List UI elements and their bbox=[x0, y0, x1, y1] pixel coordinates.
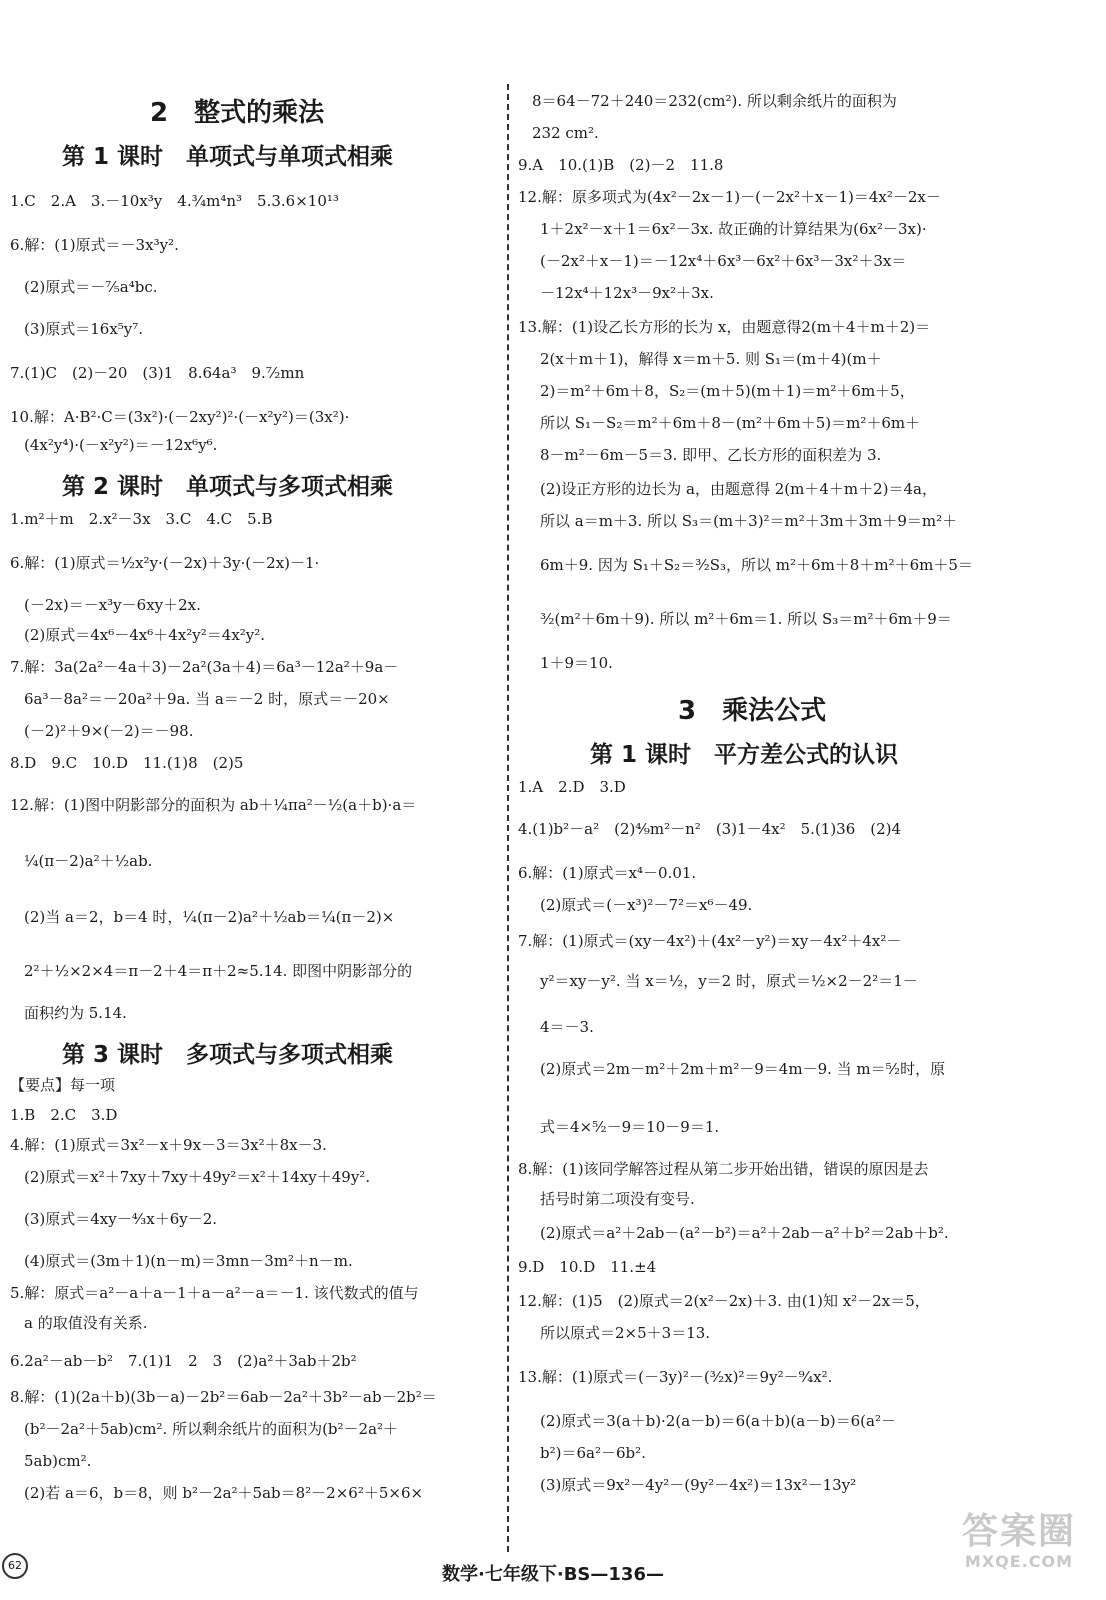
answer-line: 8＝64－72＋240＝232(cm²). 所以剩余纸片的面积为 bbox=[532, 92, 897, 110]
answer-line: 12.解：原多项式为(4x²－2x－1)－(－2x²＋x－1)＝4x²－2x－ bbox=[518, 188, 941, 206]
answer-line: 所以 a＝m＋3. 所以 S₃＝(m＋3)²＝m²＋3m＋3m＋9＝m²＋ bbox=[540, 512, 958, 530]
answer-line: 1＋2x²－x＋1＝6x²－3x. 故正确的计算结果为(6x²－3x)· bbox=[540, 220, 927, 238]
answer-line: 9.D 10.D 11.±4 bbox=[518, 1258, 657, 1276]
answer-line: 8.解：(1)(2a＋b)(3b－a)－2b²＝6ab－2a²＋3b²－ab－2b²＝ bbox=[10, 1388, 437, 1406]
answer-line: a 的取值没有关系. bbox=[24, 1314, 148, 1332]
answer-line: (2)当 a＝2，b＝4 时，¼(π－2)a²＋½ab＝¼(π－2)× bbox=[24, 908, 395, 926]
lesson2-heading: 第 2 课时 单项式与多项式相乘 bbox=[62, 474, 394, 500]
answer-line: 9.A 10.(1)B (2)－2 11.8 bbox=[518, 156, 724, 174]
answer-line: 【要点】每一项 bbox=[10, 1076, 116, 1094]
answer-line: 2)＝m²＋6m＋8，S₂＝(m＋5)(m＋1)＝m²＋6m＋5， bbox=[540, 382, 915, 400]
answer-line: 6.解：(1)原式＝x⁴－0.01. bbox=[518, 864, 697, 882]
answer-line: 4.(1)b²－a² (2)⁴⁄₉m²－n² (3)1－4x² 5.(1)36 (2)4 bbox=[518, 820, 902, 838]
answer-line: y²＝xy－y². 当 x＝½，y＝2 时，原式＝½×2－2²＝1－ bbox=[540, 972, 918, 990]
answer-line: (4x²y⁴)·(－x²y²)＝－12x⁶y⁶. bbox=[24, 436, 218, 454]
answer-line: 8.解：(1)该同学解答过程从第二步开始出错，错误的原因是去 bbox=[518, 1160, 929, 1178]
answer-line: 式＝4×⁵⁄₂－9＝10－9＝1. bbox=[540, 1118, 720, 1136]
answer-line: 2²＋½×2×4＝π－2＋4＝π＋2≈5.14. 即图中阴影部分的 bbox=[24, 962, 413, 980]
answer-line: 7.(1)C (2)－20 (3)1 8.64a³ 9.⁷⁄₂mn bbox=[10, 364, 305, 382]
answer-line: (3)原式＝16x⁵y⁷. bbox=[24, 320, 144, 338]
answer-line: (3)原式＝4xy－⁴⁄₃x＋6y－2. bbox=[24, 1210, 218, 1228]
answer-line: 1＋9＝10. bbox=[540, 654, 613, 672]
answer-line: 232 cm². bbox=[532, 124, 599, 142]
column-divider bbox=[507, 84, 509, 1552]
answer-line: 5.解：原式＝a²－a＋a－1＋a－a²－a＝－1. 该代数式的值与 bbox=[10, 1284, 419, 1302]
answer-line: 4＝－3. bbox=[540, 1018, 594, 1036]
answer-line: 所以原式＝2×5＋3＝13. bbox=[540, 1324, 711, 1342]
answer-line: 6.2a²－ab－b² 7.(1)1 2 3 (2)a²＋3ab＋2b² bbox=[10, 1352, 357, 1370]
watermark-url: MXQE.COM bbox=[964, 1552, 1074, 1571]
lesson3-heading: 第 3 课时 多项式与多项式相乘 bbox=[62, 1042, 394, 1068]
section-heading-3: 3 乘法公式 bbox=[678, 696, 827, 726]
answer-line: 面积约为 5.14. bbox=[24, 1004, 127, 1022]
answer-line: 8－m²－6m－5＝3. 即甲、乙长方形的面积差为 3. bbox=[540, 446, 882, 464]
answer-line: 7.解：3a(2a²－4a＋3)－2a²(3a＋4)＝6a³－12a²＋9a－ bbox=[10, 658, 399, 676]
answer-line: 1.m²＋m 2.x²－3x 3.C 4.C 5.B bbox=[10, 510, 273, 528]
answer-line: 1.B 2.C 3.D bbox=[10, 1106, 118, 1124]
watermark-logo bbox=[944, 1512, 1094, 1576]
answer-line: (－2x)＝－x³y－6xy＋2x. bbox=[24, 596, 201, 614]
answer-line: 1.A 2.D 3.D bbox=[518, 778, 626, 796]
answer-line: (2)原式＝－⁷⁄₅a⁴bc. bbox=[24, 278, 158, 296]
answer-line: 13.解：(1)设乙长方形的长为 x，由题意得2(m＋4＋m＋2)＝ bbox=[518, 318, 931, 336]
answer-line: 2(x＋m＋1)，解得 x＝m＋5. 则 S₁＝(m＋4)(m＋ bbox=[540, 350, 882, 368]
answer-line: 13.解：(1)原式＝(－3y)²－(³⁄₂x)²＝9y²－⁹⁄₄x². bbox=[518, 1368, 833, 1386]
answer-line: 12.解：(1)5 (2)原式＝2(x²－2x)＋3. 由(1)知 x²－2x＝5， bbox=[518, 1292, 930, 1310]
answer-line: (b²－2a²＋5ab)cm². 所以剩余纸片的面积为(b²－2a²＋ bbox=[24, 1420, 399, 1438]
page-footer: 数学·七年级下·BS—136— bbox=[442, 1564, 664, 1585]
answer-line: 8.D 9.C 10.D 11.(1)8 (2)5 bbox=[10, 754, 244, 772]
answer-line: (2)设正方形的边长为 a，由题意得 2(m＋4＋m＋2)＝4a， bbox=[540, 480, 937, 498]
answer-line: 10.解：A·B²·C＝(3x²)·(－2xy²)²·(－x²y²)＝(3x²)· bbox=[10, 408, 350, 426]
answer-line: (2)原式＝3(a＋b)·2(a－b)＝6(a＋b)(a－b)＝6(a²－ bbox=[540, 1412, 896, 1430]
answer-line: 4.解：(1)原式＝3x²－x＋9x－3＝3x²＋8x－3. bbox=[10, 1136, 327, 1154]
answer-line: 7.解：(1)原式＝(xy－4x²)＋(4x²－y²)＝xy－4x²＋4x²－ bbox=[518, 932, 902, 950]
answer-line: (－2)²＋9×(－2)＝－98. bbox=[24, 722, 194, 740]
answer-line: 6a³－8a²＝－20a²＋9a. 当 a＝－2 时，原式＝－20× bbox=[24, 690, 390, 708]
answer-line: (2)原式＝a²＋2ab－(a²－b²)＝a²＋2ab－a²＋b²＝2ab＋b². bbox=[540, 1224, 949, 1242]
answer-line: 6m＋9. 因为 S₁＋S₂＝³⁄₂S₃，所以 m²＋6m＋8＋m²＋6m＋5＝ bbox=[540, 556, 973, 574]
answer-line: 所以 S₁－S₂＝m²＋6m＋8－(m²＋6m＋5)＝m²＋6m＋ bbox=[540, 414, 921, 432]
answer-line: b²)＝6a²－6b². bbox=[540, 1444, 646, 1462]
answer-line: 5ab)cm². bbox=[24, 1452, 92, 1470]
answer-line: (2)原式＝2m－m²＋2m＋m²－9＝4m－9. 当 m＝⁵⁄₂时，原 bbox=[540, 1060, 946, 1078]
page-mark: 62 bbox=[2, 1553, 28, 1579]
answer-line: (2)原式＝4x⁶－4x⁶＋4x²y²＝4x²y². bbox=[24, 626, 266, 644]
answer-line: 12.解：(1)图中阴影部分的面积为 ab＋¼πa²－½(a＋b)·a＝ bbox=[10, 796, 417, 814]
answer-line: 6.解：(1)原式＝½x²y·(－2x)＋3y·(－2x)－1· bbox=[10, 554, 320, 572]
answer-line: ³⁄₂(m²＋6m＋9). 所以 m²＋6m＝1. 所以 S₃＝m²＋6m＋9＝ bbox=[540, 610, 952, 628]
answer-line: (2)原式＝x²＋7xy＋7xy＋49y²＝x²＋14xy＋49y². bbox=[24, 1168, 371, 1186]
watermark-text: 答案圈 bbox=[961, 1511, 1076, 1552]
section-heading-2: 2 整式的乘法 bbox=[150, 98, 325, 128]
r-lesson1-heading: 第 1 课时 平方差公式的认识 bbox=[590, 742, 899, 768]
answer-line: ¼(π－2)a²＋½ab. bbox=[24, 852, 153, 870]
answer-line: 1.C 2.A 3.－10x³y 4.¾m⁴n³ 5.3.6×10¹³ bbox=[10, 192, 339, 210]
answer-line: (4)原式＝(3m＋1)(n－m)＝3mn－3m²＋n－m. bbox=[24, 1252, 353, 1270]
answer-line: (2)若 a＝6，b＝8，则 b²－2a²＋5ab＝8²－2×6²＋5×6× bbox=[24, 1484, 424, 1502]
answer-line: 括号时第二项没有变号. bbox=[540, 1190, 695, 1208]
lesson1-heading: 第 1 课时 单项式与单项式相乘 bbox=[62, 144, 394, 170]
answer-line: (2)原式＝(－x³)²－7²＝x⁶－49. bbox=[540, 896, 753, 914]
answer-line: (3)原式＝9x²－4y²－(9y²－4x²)＝13x²－13y² bbox=[540, 1476, 857, 1494]
answer-line: (－2x²＋x－1)＝－12x⁴＋6x³－6x²＋6x³－3x²＋3x＝ bbox=[540, 252, 907, 270]
answer-line: 6.解：(1)原式＝－3x³y². bbox=[10, 236, 179, 254]
answer-line: －12x⁴＋12x³－9x²＋3x. bbox=[540, 284, 714, 302]
